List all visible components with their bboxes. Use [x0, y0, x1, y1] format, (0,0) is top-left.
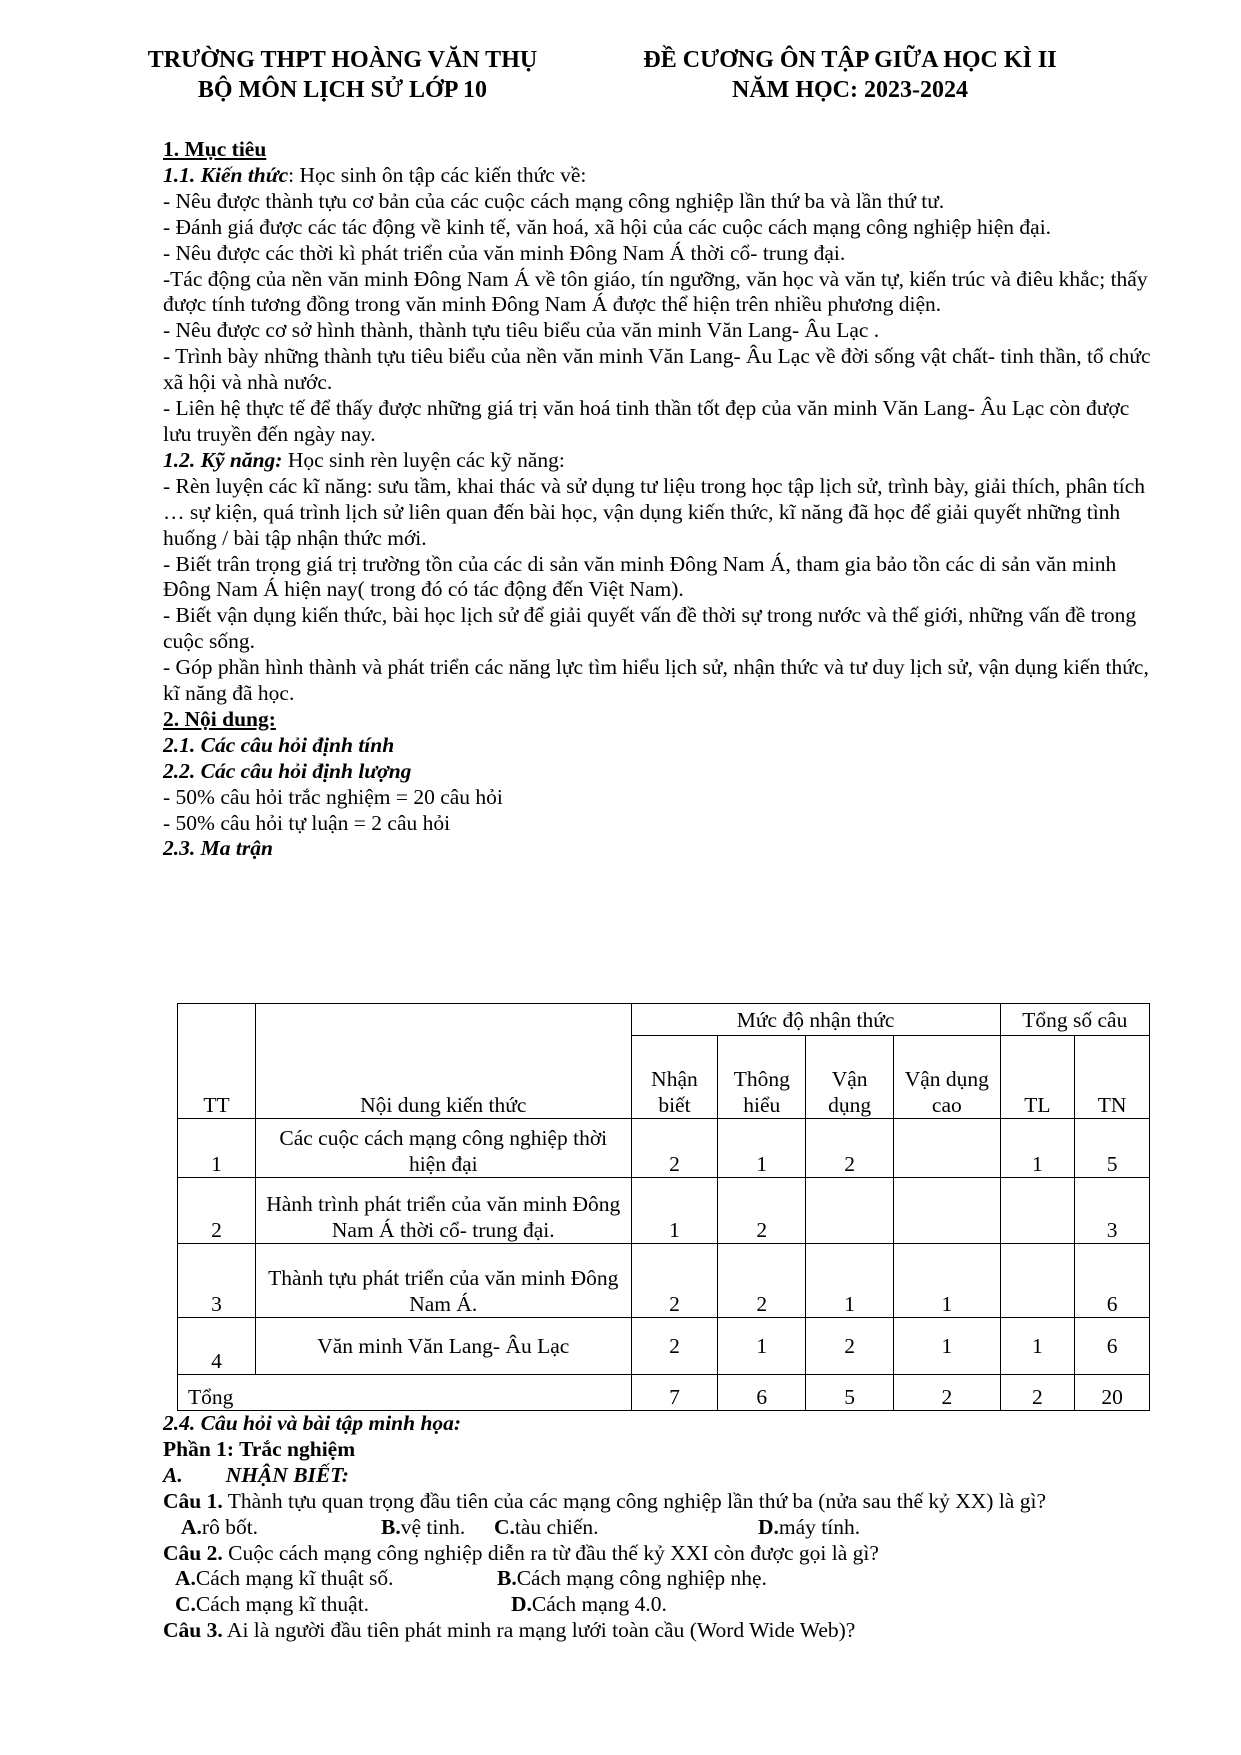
cell-vdc — [894, 1119, 1001, 1178]
cell-th: 2 — [718, 1244, 806, 1318]
header-tt: TT — [178, 1004, 256, 1119]
header-nhan-biet: Nhận biết — [631, 1036, 718, 1119]
knowledge-item: - Nêu được thành tựu cơ bản của các cuộc cách mạng công nghiệp lần thứ ba và lần thứ tư. — [163, 188, 945, 213]
header-total-group: Tổng số câu — [1000, 1004, 1149, 1036]
cell-content: Hành trình phát triển của văn minh Đông Nam Á thời cổ- trung đại. — [255, 1178, 631, 1244]
question-1-options — [163, 1515, 1153, 1541]
total-row — [178, 1375, 1150, 1411]
option-c: C.tàu chiến. — [494, 1514, 599, 1539]
cell-content: Văn minh Văn Lang- Âu Lạc — [255, 1318, 631, 1375]
total-vd: 5 — [806, 1375, 894, 1411]
header-left — [105, 45, 580, 105]
subsection-2-3: 2.3. Ma trận — [163, 836, 273, 861]
department-name: BỘ MÔN LỊCH SỬ LỚP 10 — [197, 77, 488, 103]
question-text: Thành tựu quan trọng đầu tiên của các mạng công nghiệp lần thứ ba (nửa sau thế kỷ XX) là gì? — [222, 1488, 1046, 1513]
cell-th: 2 — [718, 1178, 806, 1244]
cell-tl: 1 — [1000, 1318, 1075, 1375]
question-label: Câu 2. — [163, 1540, 223, 1565]
total-vdc: 2 — [894, 1375, 1001, 1411]
ratio-multiple-choice: - 50% câu hỏi trắc nghiệm = 20 câu hỏi — [163, 784, 503, 809]
question-label: Câu 1. — [163, 1488, 223, 1513]
cell-tl — [1000, 1244, 1075, 1318]
cell-tt: 3 — [178, 1244, 256, 1318]
knowledge-item: - Liên hệ thực tế để thấy được những giá trị văn hoá tinh thần tốt đẹp của văn minh Văn Lang- Âu Lạc còn được lưu truyền đến ngày nay. — [163, 396, 1130, 446]
subsection-2-2: 2.2. Các câu hỏi định lượng — [163, 758, 412, 783]
header-van-dung: Vận dụng — [806, 1036, 894, 1119]
question-2 — [163, 1541, 1153, 1567]
objectives-section — [163, 137, 1153, 862]
table-row — [178, 1318, 1150, 1375]
table-row — [178, 1178, 1150, 1244]
cell-tt: 2 — [178, 1178, 256, 1244]
knowledge-matrix-table — [177, 1003, 1150, 1411]
cell-th: 1 — [718, 1318, 806, 1375]
question-text: Ai là người đầu tiên phát minh ra mạng lưới toàn cầu (Word Wide Web)? — [222, 1618, 856, 1643]
table-row — [178, 1119, 1150, 1178]
knowledge-item: - Nêu được cơ sở hình thành, thành tựu tiêu biểu của văn minh Văn Lang- Âu Lạc . — [163, 318, 880, 343]
cell-vdc — [894, 1178, 1001, 1244]
knowledge-label: 1.1. Kiến thức — [163, 162, 289, 187]
cell-vdc: 1 — [894, 1244, 1001, 1318]
knowledge-item: - Trình bày những thành tựu tiêu biểu của nền văn minh Văn Lang- Âu Lạc về đời sống vật chất- tinh thần, tổ chức xã hội và nhà nước. — [163, 344, 1151, 395]
subsection-2-4: 2.4. Câu hỏi và bài tập minh họa: — [163, 1411, 462, 1435]
cell-th: 1 — [718, 1119, 806, 1178]
header-tn: TN — [1075, 1036, 1150, 1119]
subsection-2-1: 2.1. Các câu hỏi định tính — [163, 732, 395, 757]
option-d: D.Cách mạng 4.0. — [511, 1592, 667, 1617]
section-2-heading: 2. Nội dung: — [163, 706, 276, 731]
question-1 — [163, 1489, 1153, 1515]
knowledge-item: -Tác động của nền văn minh Đông Nam Á về tôn giáo, tín ngưỡng, văn học và văn tự, kiến trúc và điêu khắc; thấy được tính tương đồng trong văn minh Đông Nam Á được thể hiện trên nhiều phương diện. — [163, 266, 1148, 317]
question-3 — [163, 1618, 1153, 1644]
level-a-heading: A. NHẬN BIẾT: — [163, 1462, 349, 1487]
option-b: B.vệ tinh. — [381, 1514, 466, 1539]
header-van-dung-cao: Vận dụng cao — [894, 1036, 1001, 1119]
question-2-options-row-2 — [163, 1592, 1153, 1618]
table-row — [178, 1244, 1150, 1318]
header-thong-hieu: Thông hiểu — [718, 1036, 806, 1119]
ratio-essay: - 50% câu hỏi tự luận = 2 câu hỏi — [163, 810, 451, 835]
option-a: A.rô bốt. — [181, 1514, 259, 1539]
cell-tn: 5 — [1075, 1119, 1150, 1178]
skills-label: 1.2. Kỹ năng: — [163, 447, 283, 472]
cell-vdc: 1 — [894, 1318, 1001, 1375]
total-tl: 2 — [1000, 1375, 1075, 1411]
total-label: Tổng — [178, 1375, 632, 1411]
cell-tl: 1 — [1000, 1119, 1075, 1178]
school-year: NĂM HỌC: 2023-2024 — [732, 77, 968, 103]
cell-tn: 6 — [1075, 1318, 1150, 1375]
questions-section — [163, 1411, 1153, 1644]
cell-tt: 4 — [178, 1318, 256, 1375]
header-right — [610, 45, 1090, 105]
cell-tl — [1000, 1178, 1075, 1244]
option-c: C.Cách mạng kĩ thuật. — [175, 1592, 370, 1617]
cell-content: Các cuộc cách mạng công nghiệp thời hiện đại — [255, 1119, 631, 1178]
total-tn: 20 — [1075, 1375, 1150, 1411]
cell-nb: 2 — [631, 1318, 718, 1375]
cell-nb: 2 — [631, 1119, 718, 1178]
skills-item: - Góp phần hình thành và phát triển các năng lực tìm hiểu lịch sử, nhận thức và tư duy lịch sử, vận dụng kiến thức, kĩ năng đã học. — [163, 655, 1149, 706]
header-content: Nội dung kiến thức — [255, 1004, 631, 1119]
cell-vd: 1 — [806, 1244, 894, 1318]
skills-intro: Học sinh rèn luyện các kỹ năng: — [282, 447, 565, 472]
option-b: B.Cách mạng công nghiệp nhẹ. — [497, 1566, 767, 1591]
cell-nb: 2 — [631, 1244, 718, 1318]
question-2-options — [163, 1566, 1153, 1592]
cell-tt: 1 — [178, 1119, 256, 1178]
total-nb: 7 — [631, 1375, 718, 1411]
cell-tn: 6 — [1075, 1244, 1150, 1318]
knowledge-intro: : Học sinh ôn tập các kiến thức về: — [288, 162, 587, 187]
option-d: D.máy tính. — [758, 1514, 861, 1539]
section-1-heading: 1. Mục tiêu — [163, 137, 267, 161]
cell-nb: 1 — [631, 1178, 718, 1244]
document-title: ĐỀ CƯƠNG ÔN TẬP GIỮA HỌC KÌ II — [643, 47, 1057, 73]
skills-item: - Biết vận dụng kiến thức, bài học lịch sử để giải quyết vấn đề thời sự trong nước và thế giới, những vấn đề trong cuộc sống. — [163, 603, 1137, 654]
cell-content: Thành tựu phát triển của văn minh Đông Nam Á. — [255, 1244, 631, 1318]
cell-tn: 3 — [1075, 1178, 1150, 1244]
header-level-group: Mức độ nhận thức — [631, 1004, 1000, 1036]
cell-vd: 2 — [806, 1119, 894, 1178]
skills-item: - Biết trân trọng giá trị trường tồn của các di sản văn minh Đông Nam Á, tham gia bảo tồn các di sản văn minh Đông Nam Á hiện nay( trong đó có tác động đến Việt Nam). — [163, 551, 1117, 602]
skills-item: - Rèn luyện các kĩ năng: sưu tầm, khai thác và sử dụng tư liệu trong học tập lịch sử, trình bày, giải thích, phân tích … sự kiện, quá trình lịch sử liên quan đến bài học, vận dụng kiến thức, kĩ năng đã học để giải quyết những tình huống / bài tập nhận thức mới. — [163, 473, 1146, 550]
question-label: Câu 3. — [163, 1618, 223, 1643]
cell-vd: 2 — [806, 1318, 894, 1375]
total-th: 6 — [718, 1375, 806, 1411]
knowledge-item: - Đánh giá được các tác động về kinh tế, văn hoá, xã hội của các cuộc cách mạng công nghiệp hiện đại. — [163, 214, 1052, 239]
school-name: TRƯỜNG THPT HOÀNG VĂN THỤ — [147, 47, 538, 73]
option-a: A.Cách mạng kĩ thuật số. — [175, 1566, 394, 1591]
part-1-heading: Phần 1: Trắc nghiệm — [163, 1436, 356, 1461]
question-text: Cuộc cách mạng công nghiệp diễn ra từ đầu thế kỷ XXI còn được gọi là gì? — [222, 1540, 879, 1565]
header-tl: TL — [1000, 1036, 1075, 1119]
cell-vd — [806, 1178, 894, 1244]
knowledge-item: - Nêu được các thời kì phát triển của văn minh Đông Nam Á thời cổ- trung đại. — [163, 240, 846, 265]
